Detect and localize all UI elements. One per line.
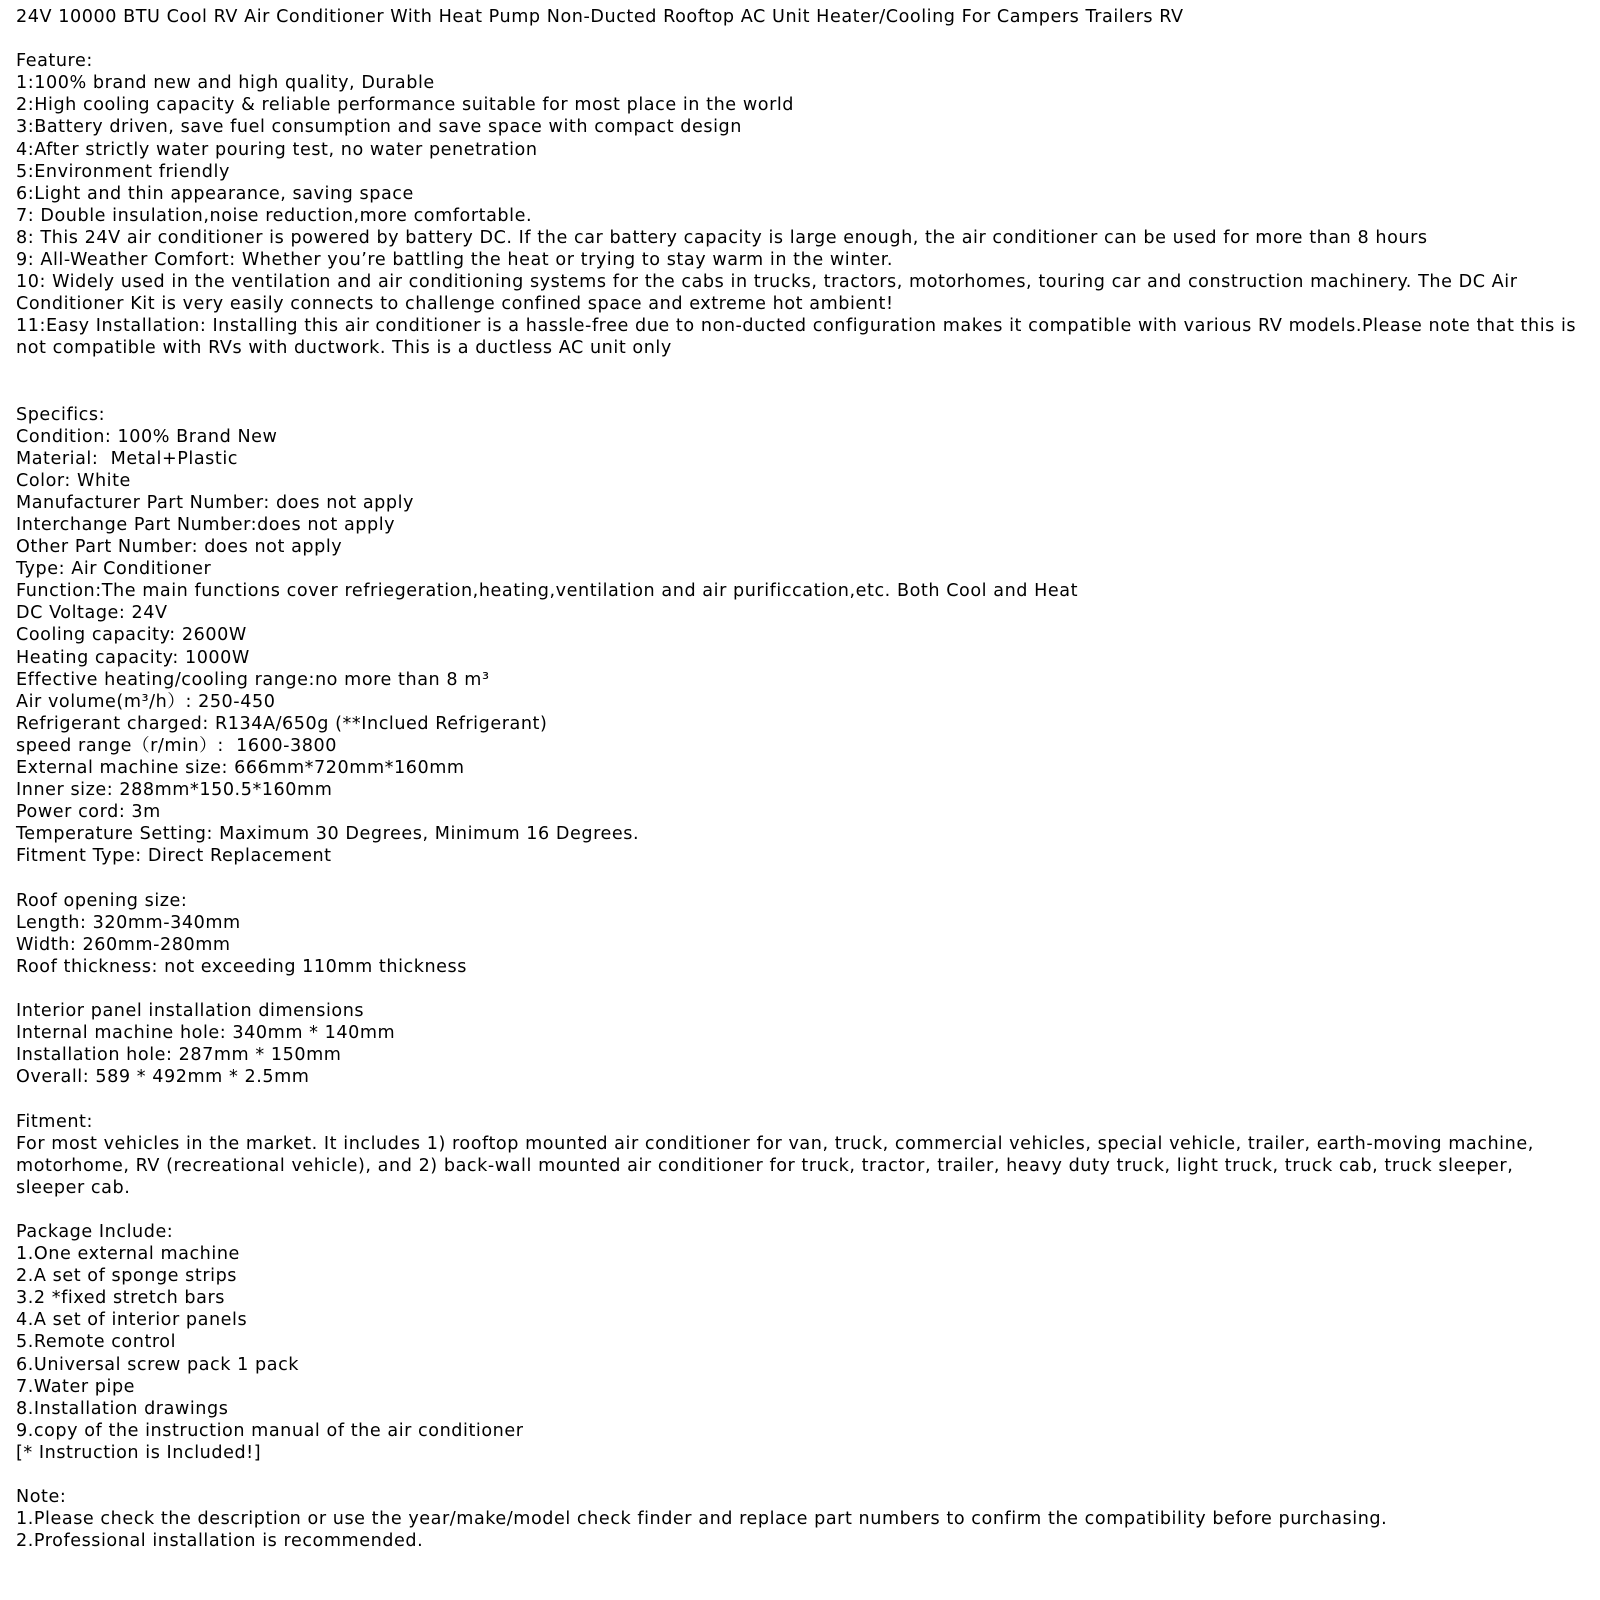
- note-item: 1.Please check the description or use the year/make/model check finder and replace part numbers to confirm the compatibility before purchasing.: [16, 1509, 1388, 1530]
- spacer: [16, 1464, 1588, 1486]
- feature-item: 3:Battery driven, save fuel consumption and save space with compact design: [16, 117, 742, 138]
- note-heading: Note:: [16, 1487, 67, 1508]
- package-item: 5.Remote control: [16, 1332, 177, 1353]
- spec-item: Air volume(m³/h）: 250-450: [16, 691, 276, 712]
- spec-item: Color: White: [16, 470, 131, 491]
- spec-item: Fitment Type: Direct Replacement: [16, 846, 332, 867]
- specifics-heading: Specifics:: [16, 404, 106, 425]
- feature-item: 9: All-Weather Comfort: Whether you’re battling the heat or trying to stay warm in the winter.: [16, 250, 894, 271]
- spacer: [16, 1199, 1588, 1221]
- roof-opening-item: Length: 320mm-340mm: [16, 912, 241, 933]
- roof-opening-item: Width: 260mm-280mm: [16, 934, 231, 955]
- package-item: 3.2 *fixed stretch bars: [16, 1288, 225, 1309]
- feature-item: 7: Double insulation,noise reduction,more comfortable.: [16, 205, 533, 226]
- interior-panel-item: Installation hole: 287mm * 150mm: [16, 1045, 342, 1066]
- spec-item: Type: Air Conditioner: [16, 559, 212, 580]
- interior-panel-heading: Interior panel installation dimensions: [16, 1001, 365, 1022]
- package-item: [* Instruction is Included!]: [16, 1442, 262, 1463]
- feature-item: 10: Widely used in the ventilation and air conditioning systems for the cabs in trucks, tractors, motorhomes, touring car and construction machinery. The DC Air Conditioner Kit is very easily connects to challenge confined space and extreme hot ambient!: [16, 272, 1524, 315]
- feature-item: 8: This 24V air conditioner is powered by battery DC. If the car battery capacity is large enough, the air conditioner can be used for more than 8 hours: [16, 227, 1428, 248]
- package-heading: Package Include:: [16, 1221, 174, 1242]
- spec-item: Interchange Part Number:does not apply: [16, 514, 396, 535]
- fitment-heading: Fitment:: [16, 1111, 93, 1132]
- spacer: [16, 867, 1588, 889]
- spacer: [16, 978, 1588, 1000]
- spec-item: External machine size: 666mm*720mm*160mm: [16, 758, 465, 778]
- spacer: [16, 360, 1588, 404]
- spacer: [16, 1088, 1588, 1110]
- feature-item: 5:Environment friendly: [16, 161, 230, 182]
- feature-item: 2:High cooling capacity & reliable performance suitable for most place in the world: [16, 95, 795, 116]
- package-item: 9.copy of the instruction manual of the air conditioner: [16, 1420, 524, 1441]
- spec-item: Function:The main functions cover refriegeration,heating,ventilation and air purificcation,etc. Both Cool and Heat: [16, 581, 1079, 602]
- spec-item: Cooling capacity: 2600W: [16, 625, 247, 646]
- spec-item: Power cord: 3m: [16, 802, 161, 823]
- product-description: [16, 6, 1588, 1552]
- spec-item: DC Voltage: 24V: [16, 603, 168, 624]
- package-item: 7.Water pipe: [16, 1376, 136, 1397]
- roof-opening-item: Roof thickness: not exceeding 110mm thickness: [16, 956, 467, 977]
- package-item: 6.Universal screw pack 1 pack: [16, 1354, 300, 1375]
- spec-item: Material: Metal+Plastic: [16, 448, 239, 469]
- interior-panel-item: Internal machine hole: 340mm * 140mm: [16, 1023, 396, 1044]
- feature-item: 6:Light and thin appearance, saving space: [16, 183, 414, 204]
- feature-item: 4:After strictly water pouring test, no water penetration: [16, 139, 538, 160]
- feature-item: 1:100% brand new and high quality, Durable: [16, 73, 435, 94]
- interior-panel-item: Overall: 589 * 492mm * 2.5mm: [16, 1067, 310, 1088]
- spec-item: Effective heating/cooling range:no more than 8 m³: [16, 669, 490, 690]
- spec-item: Temperature Setting: Maximum 30 Degrees, Minimum 16 Degrees.: [16, 824, 640, 845]
- package-item: 1.One external machine: [16, 1244, 240, 1265]
- spec-item: speed range（r/min）: 1600-3800: [16, 735, 337, 756]
- spacer: [16, 28, 1588, 50]
- note-item: 2.Professional installation is recommended.: [16, 1531, 424, 1552]
- package-item: 8.Installation drawings: [16, 1398, 229, 1419]
- spec-item: Other Part Number: does not apply: [16, 537, 343, 558]
- fitment-text: For most vehicles in the market. It includes 1) rooftop mounted air conditioner for van, truck, commercial vehicles, special vehicle, trailer, earth-moving machine, motorhome, RV (recreational vehicle), and 2) back-wall mounted air conditioner for truck, tractor, trailer, heavy duty truck, light truck, truck cab, truck sleeper, sleeper cab.: [16, 1133, 1540, 1198]
- spec-item: Manufacturer Part Number: does not apply: [16, 492, 415, 513]
- spec-item: Heating capacity: 1000W: [16, 647, 250, 668]
- spec-item: Refrigerant charged: R134A/650g (**Inclued Refrigerant): [16, 713, 548, 734]
- feature-heading: Feature:: [16, 51, 93, 72]
- page-title: 24V 10000 BTU Cool RV Air Conditioner With Heat Pump Non-Ducted Rooftop AC Unit Heater/Cooling For Campers Trailers RV: [16, 7, 1184, 27]
- package-item: 4.A set of interior panels: [16, 1310, 248, 1331]
- feature-item: 11:Easy Installation: Installing this air conditioner is a hassle-free due to non-ducted configuration makes it compatible with various RV models.Please note that this is not compatible with RVs with ductwork. This is a ductless AC unit only: [16, 316, 1583, 359]
- spec-item: Condition: 100% Brand New: [16, 426, 278, 447]
- spec-item: Inner size: 288mm*150.5*160mm: [16, 780, 333, 801]
- package-item: 2.A set of sponge strips: [16, 1266, 238, 1287]
- roof-opening-heading: Roof opening size:: [16, 890, 188, 911]
